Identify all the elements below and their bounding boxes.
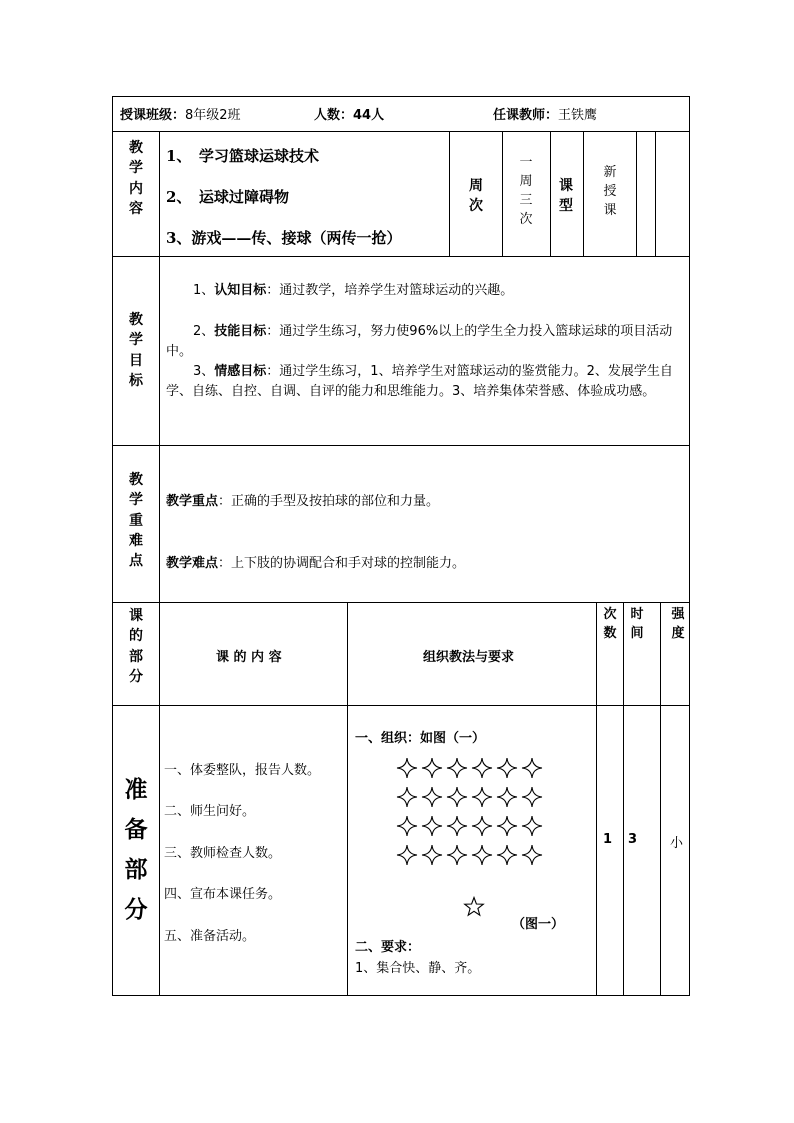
grid-line xyxy=(159,131,160,996)
list-item: 四、宣布本课任务。 xyxy=(164,887,282,902)
grid-line xyxy=(347,602,348,996)
grid-line xyxy=(112,256,690,257)
prep-time: 3 xyxy=(628,832,638,847)
goals-section-label: 教 学 目 标 xyxy=(129,312,143,389)
grid-line xyxy=(636,131,637,257)
class-label: 授课班级： xyxy=(120,108,186,123)
content-item: 2、 运球过障碍物 xyxy=(166,188,289,206)
class-info xyxy=(120,104,241,123)
type-value: 新 授 课 xyxy=(603,165,617,218)
four-point-star-icon xyxy=(446,844,468,866)
formation-diagram xyxy=(396,757,546,877)
four-point-star-icon xyxy=(471,844,493,866)
count-value: 44人 xyxy=(353,108,385,123)
grid-line xyxy=(596,602,597,996)
four-point-star-icon xyxy=(496,844,518,866)
goal-skill: 2、技能目标：通过学生练习，努力使96%以上的学生全力投入篮球运球的项目活动中。 xyxy=(166,324,673,359)
four-point-star-icon xyxy=(421,786,443,808)
list-item: 三、教师检查人数。 xyxy=(164,846,282,861)
teaching-key-point: 教学重点：正确的手型及按拍球的部位和力量。 xyxy=(166,494,440,509)
requirement-title: 二、要求： xyxy=(355,940,421,955)
type-label: 课 型 xyxy=(559,178,573,215)
four-point-star-icon xyxy=(521,757,543,779)
four-point-star-icon xyxy=(421,757,443,779)
content-section-label: 教 学 内 容 xyxy=(129,140,143,217)
four-point-star-icon xyxy=(396,844,418,866)
four-point-star-icon xyxy=(471,815,493,837)
requirement-item: 1、集合快、静、齐。 xyxy=(355,961,481,976)
prep-intensity: 小 xyxy=(670,836,684,851)
focus-section-label: 教 学 重 难 点 xyxy=(129,472,143,570)
grid-line xyxy=(655,131,656,257)
grid-line xyxy=(449,131,450,257)
teaching-difficulty: 教学难点：上下肢的协调配合和手对球的控制能力。 xyxy=(166,556,466,571)
prep-section-label: 准 备 部 分 xyxy=(124,776,148,923)
grid-line xyxy=(112,705,690,706)
student-count xyxy=(314,104,384,123)
four-point-star-icon xyxy=(471,757,493,779)
content-item: 1、 学习篮球运球技术 xyxy=(166,147,319,165)
figure-caption: （图一） xyxy=(512,917,565,932)
four-point-star-icon xyxy=(396,815,418,837)
grid-line xyxy=(112,96,690,97)
grid-line xyxy=(112,602,690,603)
four-point-star-icon xyxy=(396,786,418,808)
intensity-header: 强 度 xyxy=(671,607,685,641)
four-point-star-icon xyxy=(471,786,493,808)
grid-line xyxy=(112,131,690,132)
four-point-star-icon xyxy=(396,757,418,779)
four-point-star-icon xyxy=(446,786,468,808)
four-point-star-icon xyxy=(496,815,518,837)
grid-line xyxy=(689,96,690,996)
four-point-star-icon xyxy=(496,786,518,808)
prep-times: 1 xyxy=(603,832,613,847)
four-point-star-icon xyxy=(421,844,443,866)
grid-line xyxy=(623,602,624,996)
content-item: 3、游戏——传、接球（两传一抢） xyxy=(166,229,402,247)
four-point-star-icon xyxy=(446,815,468,837)
class-value: 8年级2班 xyxy=(185,108,241,123)
count-label: 人数： xyxy=(314,108,354,123)
grid-line xyxy=(583,131,584,257)
organization-title: 一、组织：如图（一） xyxy=(355,731,486,746)
lesson-content-header: 课 的 内 容 xyxy=(216,650,282,665)
lesson-method-header: 组织教法与要求 xyxy=(423,650,515,665)
teacher-value: 王铁鹰 xyxy=(558,108,598,123)
four-point-star-icon xyxy=(521,815,543,837)
grid-line xyxy=(550,131,551,257)
grid-line xyxy=(112,995,690,996)
goal-affective: 3、情感目标：通过学生练习，1、培养学生对篮球运动的鉴赏能力。2、发展学生自学、自练、自控、自调、自评的能力和思维能力。3、培养集体荣誉感、体验成功感。 xyxy=(166,364,673,399)
lesson-part-header: 课 的 部 分 xyxy=(129,608,143,685)
four-point-star-icon xyxy=(446,757,468,779)
four-point-star-icon xyxy=(521,786,543,808)
grid-line xyxy=(112,445,690,446)
four-point-star-icon xyxy=(521,844,543,866)
time-header: 时 间 xyxy=(630,607,644,641)
week-value: 一 周 三 次 xyxy=(519,155,533,227)
teacher-info xyxy=(493,104,597,123)
four-point-star-icon xyxy=(421,815,443,837)
list-item: 一、体委整队，报告人数。 xyxy=(164,763,321,778)
teacher-label: 任课教师： xyxy=(493,108,559,123)
week-label: 周 次 xyxy=(469,178,483,215)
grid-line xyxy=(502,131,503,257)
grid-line xyxy=(112,96,113,996)
goal-cognitive: 1、认知目标：通过教学，培养学生对篮球运动的兴趣。 xyxy=(193,283,514,298)
four-point-star-icon xyxy=(496,757,518,779)
list-item: 二、师生问好。 xyxy=(164,804,256,819)
star-outline-icon xyxy=(463,896,485,918)
times-header: 次 数 xyxy=(603,607,617,641)
list-item: 五、准备活动。 xyxy=(164,929,256,944)
grid-line xyxy=(660,602,661,996)
